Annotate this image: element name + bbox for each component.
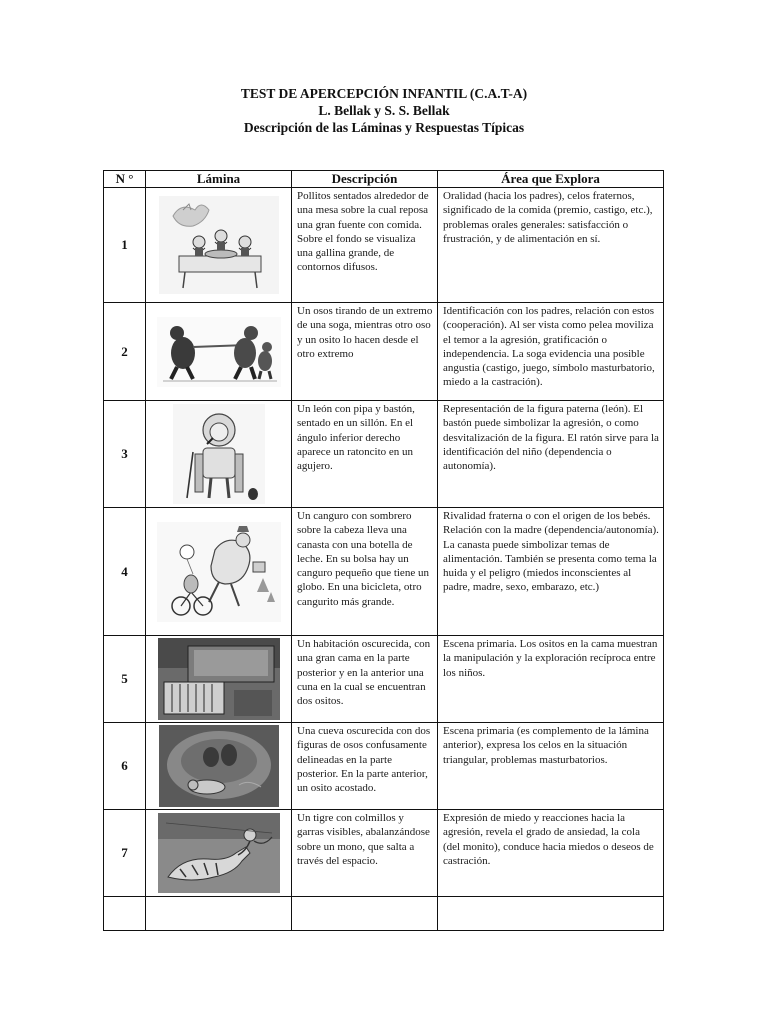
- column-header-plate: Lámina: [146, 171, 292, 188]
- table-row: [104, 897, 664, 931]
- plate-area: [438, 188, 664, 303]
- plate-area: [438, 508, 664, 636]
- plate-number: 1: [104, 188, 146, 303]
- description-text: Un canguro con sombrero sobre la cabeza lleva una canasta con una botella de leche. En su bolsa hay un canguro pequeño que tiene un globo. En una bicicleta, otro cangurito más grande.: [297, 510, 429, 608]
- description-text: Un tigre con colmillos y garras visibles, abalanzándose sobre un mono, que salta a través del espacio.: [297, 812, 430, 867]
- bears-tug-of-war-illustration: [157, 317, 281, 387]
- plate-description: [292, 508, 438, 636]
- document-header: [0, 85, 768, 136]
- plate-area: [438, 810, 664, 897]
- plate-number: 2: [104, 303, 146, 401]
- dark-bedroom-crib-illustration: [158, 638, 280, 720]
- column-header-area: Área que Explora: [438, 171, 664, 188]
- area-text: Representación de la figura paterna (león). El bastón puede simbolizar la agresión, o como desvitalización de la figura. El ratón sirve para la identificación del niño (dependencia o autonomía).: [443, 403, 659, 473]
- plate-image-cell: [146, 636, 292, 723]
- area-text: Expresión de miedo y reacciones hacia la agresión, revela el grado de ansiedad, la cola (del monito), conduce hacia miedos o deseos de castración.: [443, 812, 654, 867]
- area-text: Escena primaria. Los ositos en la cama muestran la manipulación y la exploración recíproca entre los niños.: [443, 638, 658, 679]
- plate-description: [292, 303, 438, 401]
- column-header-description: Descripción: [292, 171, 438, 188]
- description-text: Un habitación oscurecida, con una gran cama en la parte posterior y en la anterior una cuna en la cual se encuentran dos ositos.: [297, 638, 431, 708]
- table-row: [104, 508, 664, 636]
- table-row: [104, 636, 664, 723]
- plate-area: [438, 401, 664, 508]
- area-text: Identificación con los padres, relación con estos (cooperación). Al ser vista como pelea moviliza el temor a la agresión, gratificación o independencia. La soga evidencia una posible angustia (castigo, juego, símbolo masturbatorio, miedo a la castración).: [443, 305, 655, 389]
- plate-image-cell: [146, 303, 292, 401]
- plate-number: 4: [104, 508, 146, 636]
- table-row: [104, 401, 664, 508]
- plate-number: [104, 897, 146, 931]
- plate-description: [292, 636, 438, 723]
- column-header-number: N °: [104, 171, 146, 188]
- kangaroo-with-basket-illustration: [157, 522, 281, 622]
- plate-image-cell: [146, 897, 292, 931]
- tiger-and-monkey-illustration: [158, 813, 280, 893]
- table-row: [104, 810, 664, 897]
- dark-cave-bears-illustration: [159, 725, 279, 807]
- plate-area: [438, 636, 664, 723]
- description-text: Una cueva oscurecida con dos figuras de osos confusamente delineadas en la parte posterior. En la parte anterior, un osito acostado.: [297, 725, 431, 795]
- document-title: TEST DE APERCEPCIÓN INFANTIL (C.A.T-A): [240, 86, 528, 101]
- plate-number: 7: [104, 810, 146, 897]
- plate-description: [292, 810, 438, 897]
- plate-number: 5: [104, 636, 146, 723]
- table-row: [104, 723, 664, 810]
- description-text: Pollitos sentados alrededor de una mesa sobre la cual reposa una gran fuente con comida. Sobre el fondo se visualiza una gallina grande, de contornos difusos.: [297, 190, 429, 274]
- table-header-row: [104, 171, 664, 188]
- plate-description: [292, 897, 438, 931]
- plate-image-cell: [146, 508, 292, 636]
- plate-area: [438, 723, 664, 810]
- description-text: Un osos tirando de un extremo de una soga, mientras otro oso y un osito lo hacen desde el otro extremo: [297, 305, 433, 360]
- cat-plates-table: [103, 170, 664, 931]
- plate-area: [438, 303, 664, 401]
- plate-image-cell: [146, 810, 292, 897]
- area-text: Escena primaria (es complemento de la lámina anterior), expresa los celos en la situación triangular, problemas masturbatorios.: [443, 725, 649, 766]
- plate-image-cell: [146, 401, 292, 508]
- document-authors: L. Bellak y S. S. Bellak: [318, 103, 450, 118]
- document-subtitle: Descripción de las Láminas y Respuestas Típicas: [243, 120, 525, 135]
- area-text: Rivalidad fraterna o con el origen de los bebés. Relación con la madre (dependencia/autonomía). La canasta puede simbolizar temas de alimentación. También se presenta como tema la huida y el peligro (miedos inconscientes al padre, madre, sexo, embarazo, etc.): [443, 510, 659, 594]
- table-row: [104, 188, 664, 303]
- plate-description: [292, 188, 438, 303]
- lion-with-pipe-illustration: [173, 404, 265, 504]
- description-text: Un león con pipa y bastón, sentado en un sillón. En el ángulo inferior derecho aparece un ratoncito en un agujero.: [297, 403, 415, 473]
- table-row: [104, 303, 664, 401]
- plate-description: [292, 401, 438, 508]
- plate-image-cell: [146, 188, 292, 303]
- plate-number: 6: [104, 723, 146, 810]
- plate-number: 3: [104, 401, 146, 508]
- plate-description: [292, 723, 438, 810]
- plate-image-cell: [146, 723, 292, 810]
- plate-area: [438, 897, 664, 931]
- chicks-at-table-illustration: [159, 196, 279, 294]
- area-text: Oralidad (hacia los padres), celos fraternos, significado de la comida (premio, castigo, etc.), problemas orales generales: satisfacción o frustración, y de alimentación en sí.: [443, 190, 653, 245]
